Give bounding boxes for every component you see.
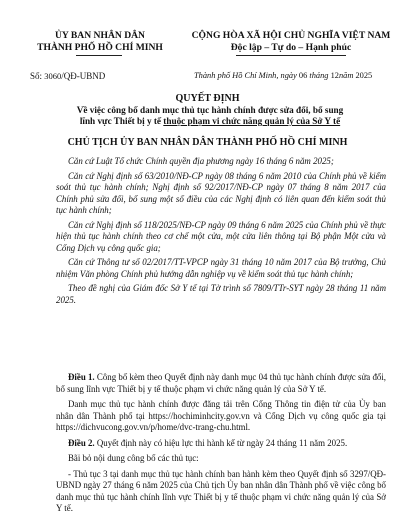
issuer-line-2: THÀNH PHỐ HỒ CHÍ MINH [37, 42, 163, 53]
article-2-paragraph: - Thủ tục 3 tại danh mục thủ tục hành chính ban hành kèm theo Quyết định số 3297/QĐ-UBND ngày 27 tháng 6 năm 2025 của Chủ tịch Ủy ban nhân dân Thành phố về việc công bố danh mục thủ tục hành chính lĩnh vực Thiết bị y tế thuộc phạm vi chức năng quản lý của Sở Y tế. [56, 468, 386, 513]
article-1-label: Điều 1. [68, 372, 95, 382]
authority-heading: CHỦ TỊCH ỦY BAN NHÂN DÂN THÀNH PHỐ HỒ CHÍ MINH [67, 137, 348, 148]
subject-line-2 [40, 116, 380, 127]
article-1-text: Công bố kèm theo Quyết định này danh mục 04 thủ tục hành chính được sửa đổi, bổ sung lĩnh vực Thiết bị y tế thuộc phạm vi chức năng quản lý của Sở Y tế. [56, 372, 387, 394]
recital: Căn cứ Nghị định số 118/2025/NĐ-CP ngày 09 tháng 6 năm 2025 của Chính phủ về thực hiện thủ tục hành chính theo cơ chế một cửa, một cửa liên thông tại Bộ phận Một cửa và Cổng Dịch vụ công quốc gia; [56, 219, 386, 253]
subject-line-2-start: lĩnh vực Thiết bị y tế [79, 116, 161, 126]
recital: Căn cứ Luật Tổ chức Chính quyền địa phương ngày 16 tháng 6 năm 2025; [68, 156, 334, 166]
article-1-paragraph: Danh mục thủ tục hành chính được đăng tải trên Cổng Thông tin điện tử của Ủy ban nhân dân Thành phố tại https://hochiminhcity.gov.vn và Cổng Dịch vụ công quốc gia tại https://dichvucong.gov.vn/p/home/dvc-trang-chu.html. [56, 399, 386, 432]
document-subject [40, 105, 380, 127]
issuer-line-1: ỦY BAN NHÂN DÂN [55, 30, 145, 41]
recital: Căn cứ Thông tư số 02/2017/TT-VPCP ngày 31 tháng 10 năm 2017 của Bộ trưởng, Chủ nhiệm Văn phòng Chính phủ hướng dẫn nghiệp vụ về kiểm soát thủ tục hành chính; [56, 257, 386, 279]
doc-number-prefix: Số: [30, 71, 43, 81]
date-year-label: năm [338, 71, 354, 80]
articles [56, 372, 386, 515]
date-day: 06 [298, 71, 308, 80]
recital: Theo đề nghị của Giám đốc Sở Y tế tại Tờ trình số 7809/TTr-SYT ngày 28 tháng 11 năm 2025. [56, 283, 386, 305]
national-motto: Độc lập – Tự do – Hạnh phúc [230, 42, 352, 53]
document-title: QUYẾT ĐỊNH [175, 93, 240, 104]
date-year: 2025 [355, 71, 373, 80]
motto-underline [236, 55, 346, 56]
issuer-header [30, 30, 170, 54]
subject-line-1: Về việc công bố danh mục thủ tục hành chính được sửa đổi, bổ sung [76, 105, 344, 115]
doc-number-suffix: /QĐ-UBND [61, 71, 106, 81]
article-2-paragraph: Bãi bỏ nội dung công bố các thủ tục: [68, 453, 199, 463]
recital: Căn cứ Nghị định số 63/2010/NĐ-CP ngày 08 tháng 6 năm 2010 của Chính phủ về kiểm soát thủ tục hành chính; Nghị định số 92/2017/NĐ-CP ngày 07 tháng 8 năm 2017 của Chính phủ sửa đổi, bổ sung một số điều của các Nghị định có liên quan đến kiểm soát thủ tục hành chính; [56, 170, 386, 215]
article-2-text: Quyết định này có hiệu lực thi hành kể từ ngày 24 tháng 11 năm 2025. [96, 437, 348, 448]
article-2 [56, 438, 386, 450]
article-2-label: Điều 2. [68, 437, 95, 448]
national-header [186, 30, 396, 54]
subject-line-2-underlined: thuộc phạm vi chức năng quản lý của Sở Y tế [163, 116, 341, 126]
recitals [56, 156, 386, 306]
doc-number-value: 3060 [44, 71, 62, 81]
document-number [30, 70, 105, 82]
date-prefix: Thành phố Hồ Chí Minh, ngày [194, 71, 297, 80]
issuer-underline [76, 55, 122, 56]
article-1 [56, 372, 386, 395]
date-month: 12 [330, 71, 339, 80]
date-month-label: tháng [309, 71, 329, 80]
national-title: CỘNG HÒA XÃ HỘI CHỦ NGHĨA VIỆT NAM [191, 30, 391, 41]
issue-date [194, 70, 372, 82]
